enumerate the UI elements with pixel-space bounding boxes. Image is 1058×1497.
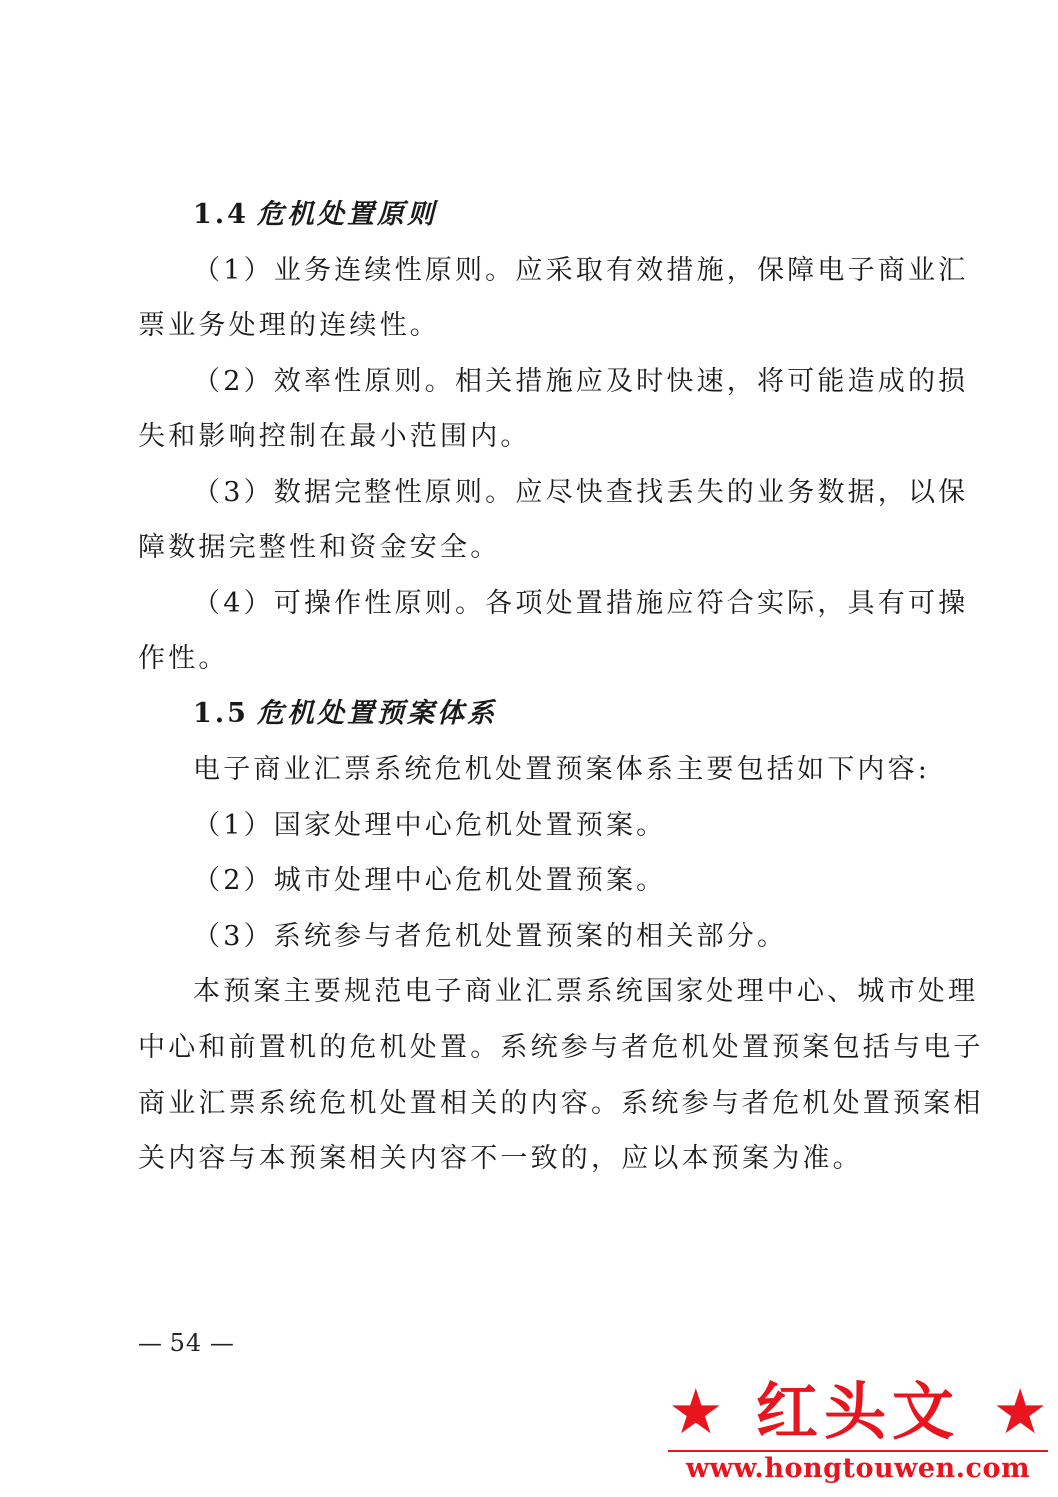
watermark-url: www.hongtouwen.com — [685, 1453, 1031, 1484]
paragraph-line: 障数据完整性和资金安全。 — [138, 532, 501, 563]
section-heading-1-4 — [193, 195, 920, 235]
paragraph-line: 关内容与本预案相关内容不一致的，应以本预案为准。 — [138, 1143, 863, 1174]
section-title: 危机处置原则 — [256, 199, 437, 230]
page-number: — 54 — — [138, 1329, 234, 1357]
paragraph-line: （2）效率性原则。相关措施应及时快速，将可能造成的损 — [193, 366, 969, 397]
paragraph-line: 本预案主要规范电子商业汇票系统国家处理中心、城市处理 — [193, 976, 979, 1007]
section-number: 1.4 — [193, 199, 249, 230]
paragraph-line: （1）业务连续性原则。应采取有效措施，保障电子商业汇 — [193, 255, 969, 286]
watermark-brand: 红头文 — [755, 1375, 960, 1448]
page-number-value: 54 — [169, 1329, 203, 1357]
star-icon: ★ — [992, 1375, 1048, 1448]
paragraph-line: 票业务处理的连续性。 — [138, 310, 440, 341]
list-item: （3）系统参与者危机处置预案的相关部分。 — [193, 921, 788, 952]
paragraph-line: 中心和前置机的危机处置。系统参与者危机处置预案包括与电子 — [138, 1032, 984, 1063]
paragraph-line: （3）数据完整性原则。应尽快查找丢失的业务数据，以保 — [193, 477, 969, 508]
section-heading-1-5 — [193, 694, 920, 734]
paragraph-line: 失和影响控制在最小范围内。 — [138, 421, 531, 452]
paragraph-line: 商业汇票系统危机处置相关的内容。系统参与者危机处置预案相 — [138, 1088, 984, 1119]
section-title: 危机处置预案体系 — [256, 698, 497, 729]
paragraph-line: 作性。 — [138, 643, 229, 674]
watermark-logo — [668, 1372, 1048, 1492]
section-intro: 电子商业汇票系统危机处置预案体系主要包括如下内容: — [193, 754, 931, 785]
star-icon: ★ — [668, 1375, 724, 1448]
list-item: （2）城市处理中心危机处置预案。 — [193, 865, 667, 896]
section-number: 1.5 — [193, 698, 249, 729]
list-item: （1）国家处理中心危机处置预案。 — [193, 810, 667, 841]
paragraph-line: （4）可操作性原则。各项处置措施应符合实际，具有可操 — [193, 588, 969, 619]
